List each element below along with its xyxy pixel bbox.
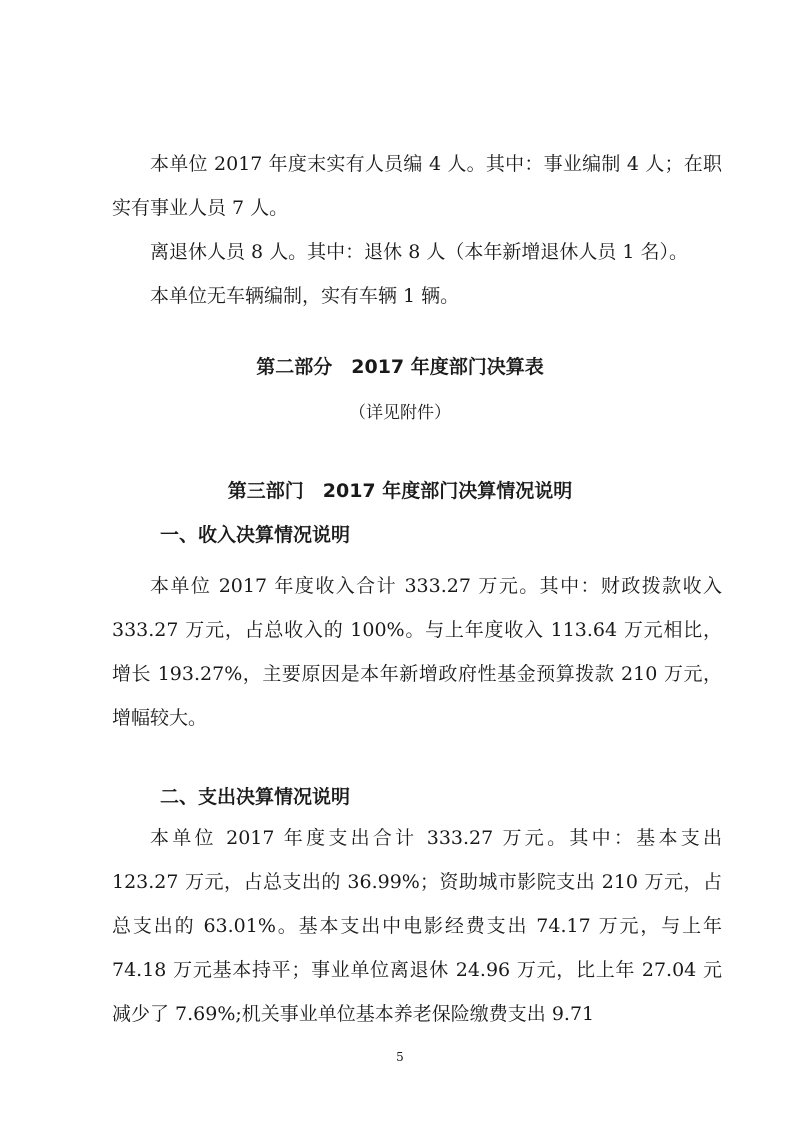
part2-note: （详见附件） xyxy=(349,403,451,423)
income-section-heading: 一、收入决算情况说明 xyxy=(160,524,351,546)
part2-title: 第二部分 2017 年度部门决算表 xyxy=(256,356,544,378)
staff-paragraph: 本单位 2017 年度末实有人员编 4 人。其中：事业编制 4 人；在职实有事业人员 7 人。 xyxy=(112,153,722,219)
expenditure-section-heading: 二、支出决算情况说明 xyxy=(160,786,351,808)
income-paragraph: 本单位 2017 年度收入合计 333.27 万元。其中：财政拨款收入 333.27 万元，占总收入的 100%。与上年度收入 113.64 万元相比，增长 193.27%，主要原因是本年新增政府性基金预算拨款 210 万元，增幅较大。 xyxy=(112,575,722,729)
page-number: 5 xyxy=(396,1050,404,1064)
vehicle-paragraph: 本单位无车辆编制，实有车辆 1 辆。 xyxy=(150,285,460,307)
retiree-paragraph: 离退休人员 8 人。其中：退休 8 人（本年新增退休人员 1 名）。 xyxy=(150,241,689,263)
part3-title: 第三部门 2017 年度部门决算情况说明 xyxy=(227,480,573,502)
expenditure-paragraph: 本单位 2017 年度支出合计 333.27 万元。其中：基本支出 123.27 万元，占总支出的 36.99%；资助城市影院支出 210 万元，占总支出的 63.01%。基本支出中电影经费支出 74.17 万元，与上年 74.18 万元基本持平；事业单位离退休 24.96 万元，比上年 27.04 元减少了 7.69%;机关事业单位基本养老保险缴费支出 9.71 xyxy=(112,827,722,1025)
